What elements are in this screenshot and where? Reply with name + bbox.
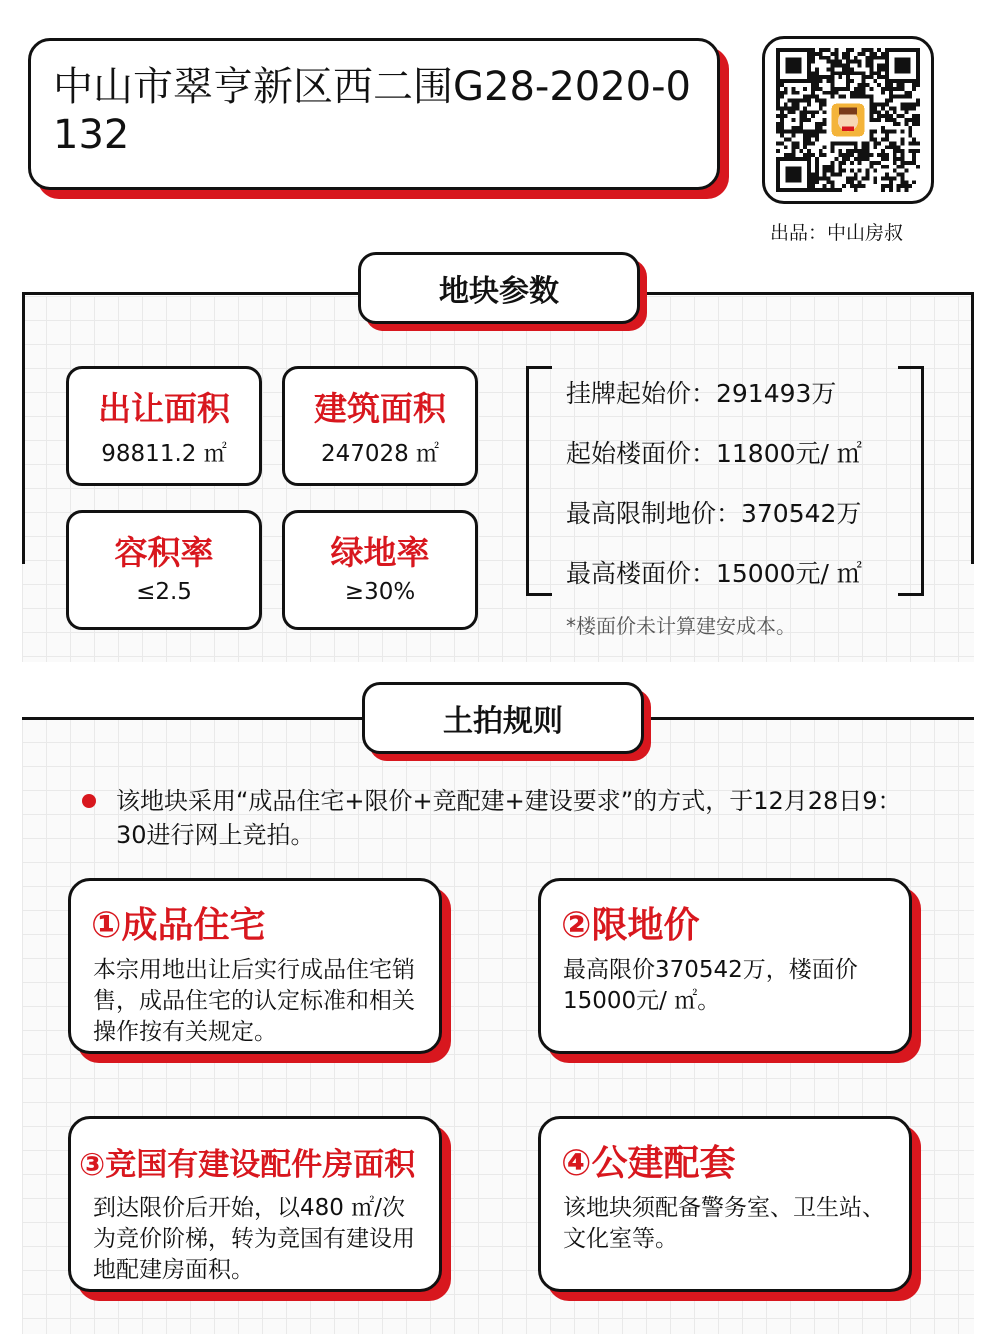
bullet-dot <box>82 794 96 808</box>
bracket-right <box>898 366 924 596</box>
rule-card-housing-bid <box>68 1116 442 1292</box>
rule-card-title: ③竞国有建设配件房面积 <box>79 1147 416 1183</box>
stat-label: 建筑面积 <box>314 389 446 428</box>
rule-card-price-limit <box>538 878 912 1054</box>
stat-transfer-area <box>66 366 262 486</box>
price-line-max-floor: 最高楼面价：15000元/ ㎡ <box>566 559 862 588</box>
stat-value: ≤2.5 <box>136 579 192 605</box>
title-card <box>28 38 720 190</box>
price-line-floor-start: 起始楼面价：11800元/ ㎡ <box>566 439 862 468</box>
rule-card-public-facilities <box>538 1116 912 1292</box>
stat-green-ratio <box>282 510 478 630</box>
stat-plot-ratio <box>66 510 262 630</box>
rule-card-title: ②限地价 <box>561 905 700 946</box>
rule-card-title: ①成品住宅 <box>91 905 266 946</box>
rule-card-body: 本宗用地出让后实行成品住宅销售，成品住宅的认定标准和相关操作按有关规定。 <box>93 957 415 1045</box>
stat-label: 出让面积 <box>98 389 230 428</box>
section-title-params: 地块参数 <box>358 252 640 324</box>
price-line-max-land: 最高限制地价：370542万 <box>566 499 862 528</box>
stat-label: 容积率 <box>114 533 214 572</box>
stat-building-area <box>282 366 478 486</box>
rules-intro: 该地块采用“成品住宅+限价+竞配建+建设要求”的方式，于12月28日9：30进行网上竞拍。 <box>116 787 902 849</box>
price-footnote: *楼面价未计算建安成本。 <box>566 614 796 638</box>
rule-card-title: ④公建配套 <box>561 1143 736 1184</box>
section1-right-edge <box>971 292 974 564</box>
rule-card-body: 该地块须配备警务室、卫生站、文化室等。 <box>563 1195 885 1252</box>
stat-value: 98811.2 ㎡ <box>101 441 227 467</box>
qr-code-image <box>774 48 922 192</box>
rule-card-finished-housing <box>68 878 442 1054</box>
stat-value: ≥30% <box>344 579 416 605</box>
price-line-listing: 挂牌起始价：291493万 <box>566 379 837 408</box>
section-title-rules: 土拍规则 <box>362 682 644 754</box>
stat-label: 绿地率 <box>330 533 430 572</box>
bracket-left <box>526 366 552 596</box>
stat-value: 247028 ㎡ <box>320 441 440 467</box>
credit-text: 出品：中山房叔 <box>770 222 904 244</box>
rule-card-body: 最高限价370542万，楼面价15000元/ ㎡。 <box>563 957 858 1014</box>
qr-code[interactable] <box>762 36 934 204</box>
section1-left-edge <box>22 292 25 564</box>
page-title: 中山市翠亨新区西二围G28-2020-0132 <box>53 64 692 158</box>
rule-card-body: 到达限价后开始，以480 ㎡/次为竞价阶梯，转为竞国有建设用地配建房面积。 <box>93 1195 415 1283</box>
